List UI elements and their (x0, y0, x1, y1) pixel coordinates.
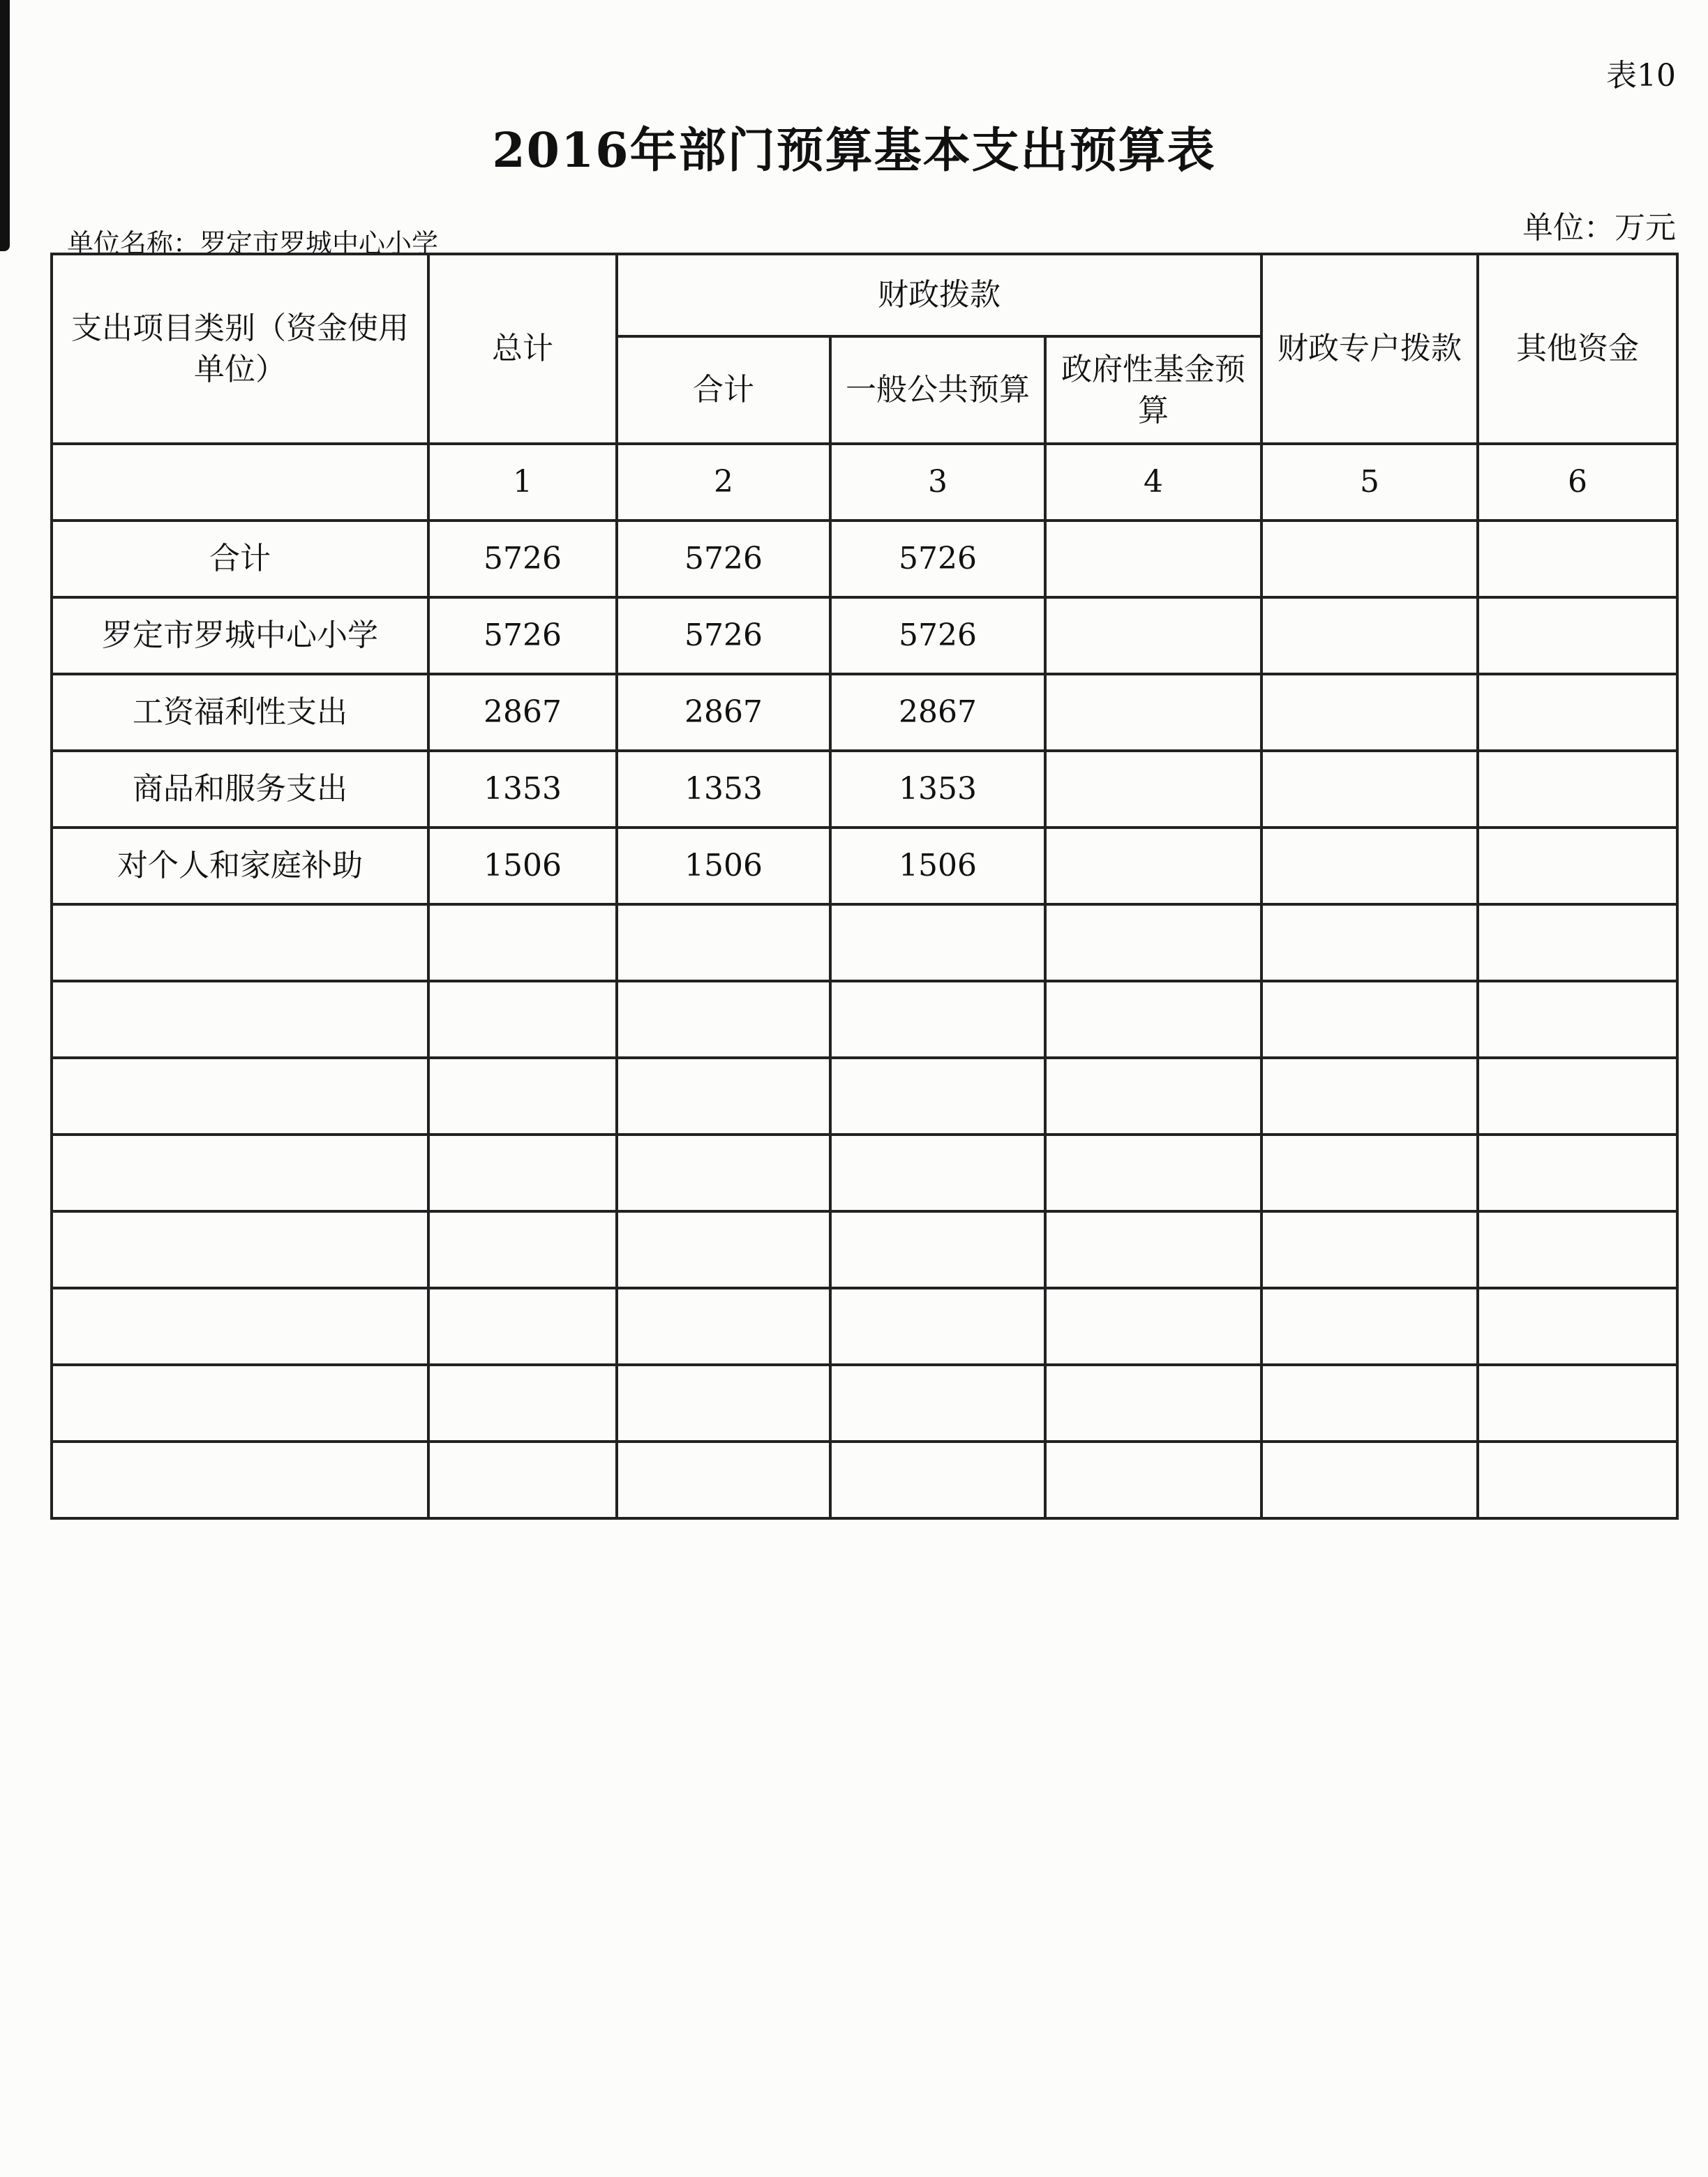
header-total: 总计 (428, 254, 617, 444)
column-number: 6 (1478, 444, 1677, 521)
cell-other-funds (1478, 751, 1677, 828)
empty-row (52, 1365, 1677, 1442)
row-label: 罗定市罗城中心小学 (52, 597, 428, 674)
cell-total: 2867 (428, 674, 617, 751)
page-title: 2016年部门预算基本支出预算表 (492, 123, 1216, 179)
cell-special-account (1261, 828, 1478, 904)
cell-other-funds (1478, 674, 1677, 751)
header-other-funds: 其他资金 (1478, 254, 1677, 444)
column-number: 1 (428, 444, 617, 521)
budget-table (50, 253, 1679, 1520)
cell-gov-fund (1045, 521, 1261, 597)
cell-gov-fund (1045, 597, 1261, 674)
cell-subtotal: 5726 (617, 597, 830, 674)
cell-special-account (1261, 751, 1478, 828)
column-number: 5 (1261, 444, 1478, 521)
row-label: 合计 (52, 521, 428, 597)
cell-other-funds (1478, 828, 1677, 904)
header-gov-fund-budget: 政府性基金预算 (1045, 336, 1261, 444)
header-subtotal: 合计 (617, 336, 830, 444)
cell-other-funds (1478, 597, 1677, 674)
row-label: 工资福利性支出 (52, 674, 428, 751)
cell-general-public: 2867 (830, 674, 1045, 751)
organization-name: 单位名称：罗定市罗城中心小学 (67, 228, 439, 259)
cell-gov-fund (1045, 828, 1261, 904)
cell-special-account (1261, 597, 1478, 674)
header-fiscal-allocation: 财政拨款 (617, 254, 1261, 336)
cell-special-account (1261, 674, 1478, 751)
cell-subtotal: 1506 (617, 828, 830, 904)
header-category: 支出项目类别（资金使用单位） (52, 254, 428, 444)
column-number: 4 (1045, 444, 1261, 521)
cell-gov-fund (1045, 751, 1261, 828)
row-label: 对个人和家庭补助 (52, 828, 428, 904)
cell-special-account (1261, 521, 1478, 597)
empty-row (52, 1288, 1677, 1365)
column-number: 2 (617, 444, 830, 521)
cell-subtotal: 5726 (617, 521, 830, 597)
cell-gov-fund (1045, 674, 1261, 751)
cell-general-public: 5726 (830, 521, 1045, 597)
empty-row (52, 1058, 1677, 1135)
header-special-account: 财政专户拨款 (1261, 254, 1478, 444)
cell-total: 1506 (428, 828, 617, 904)
table-row (52, 828, 1677, 904)
empty-row (52, 1211, 1677, 1288)
column-number-blank (52, 444, 428, 521)
cell-other-funds (1478, 521, 1677, 597)
cell-general-public: 1353 (830, 751, 1045, 828)
row-label: 商品和服务支出 (52, 751, 428, 828)
column-number: 3 (830, 444, 1045, 521)
cell-total: 5726 (428, 597, 617, 674)
cell-general-public: 5726 (830, 597, 1045, 674)
table-row (52, 597, 1677, 674)
empty-row (52, 1135, 1677, 1211)
header-general-public-budget: 一般公共预算 (830, 336, 1045, 444)
cell-general-public: 1506 (830, 828, 1045, 904)
empty-row (52, 981, 1677, 1058)
cell-subtotal: 1353 (617, 751, 830, 828)
table-row (52, 751, 1677, 828)
table-row (52, 521, 1677, 597)
cell-subtotal: 2867 (617, 674, 830, 751)
unit-label: 单位：万元 (1522, 210, 1676, 246)
empty-row (52, 1442, 1677, 1518)
cell-total: 5726 (428, 521, 617, 597)
empty-row (52, 904, 1677, 981)
cell-total: 1353 (428, 751, 617, 828)
table-row (52, 674, 1677, 751)
table-number: 表10 (1606, 58, 1676, 93)
